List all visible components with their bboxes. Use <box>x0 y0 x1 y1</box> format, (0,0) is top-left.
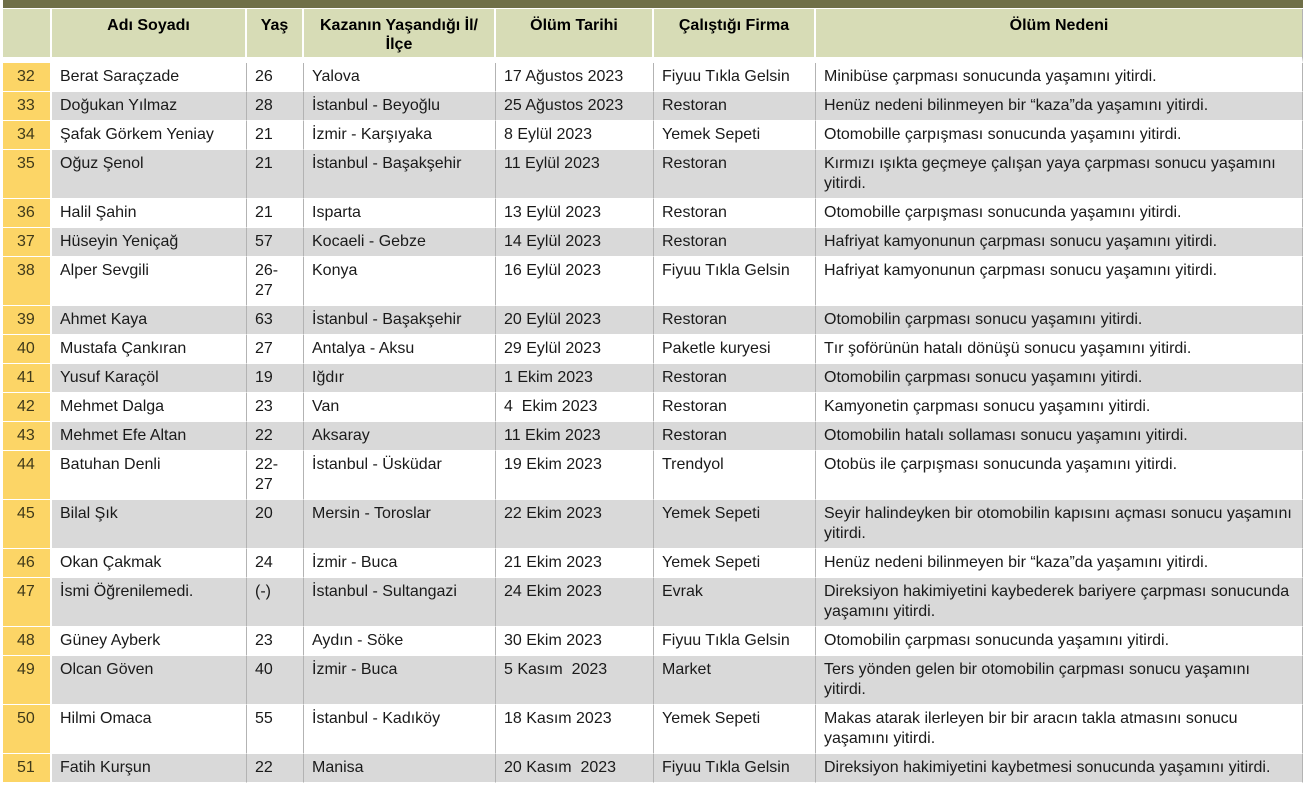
name-cell: Şafak Görkem Yeniay <box>52 121 247 150</box>
row-number-cell: 46 <box>3 549 52 578</box>
death-cause-cell: Ters yönden gelen bir otomobilin çarpması sonucu yaşamını yitirdi. <box>816 656 1303 705</box>
location-cell: İstanbul - Beyoğlu <box>304 92 496 121</box>
table-row <box>3 627 1303 656</box>
death-date-cell: 21 Ekim 2023 <box>496 549 654 578</box>
death-cause-cell: Otomobille çarpışması sonucunda yaşamını yitirdi. <box>816 121 1303 150</box>
name-cell: Olcan Göven <box>52 656 247 705</box>
company-cell: Restoran <box>654 228 816 257</box>
table-row <box>3 393 1303 422</box>
row-number-cell: 38 <box>3 257 52 306</box>
death-date-cell: 20 Eylül 2023 <box>496 306 654 335</box>
row-number-cell: 39 <box>3 306 52 335</box>
death-cause-cell: Otomobilin çarpması sonucunda yaşamını yitirdi. <box>816 627 1303 656</box>
age-cell: 21 <box>247 150 304 199</box>
name-cell: Güney Ayberk <box>52 627 247 656</box>
row-number-cell: 35 <box>3 150 52 199</box>
death-cause-cell: Otomobille çarpışması sonucunda yaşamını yitirdi. <box>816 199 1303 228</box>
death-cause-cell: Kırmızı ışıkta geçmeye çalışan yaya çarpması sonucu yaşamını yitirdi. <box>816 150 1303 199</box>
death-cause-cell: Hafriyat kamyonunun çarpması sonucu yaşamını yitirdi. <box>816 228 1303 257</box>
table-row <box>3 257 1303 306</box>
death-cause-cell: Henüz nedeni bilinmeyen bir “kaza”da yaşamını yitirdi. <box>816 549 1303 578</box>
fatalities-table <box>3 9 1303 783</box>
death-date-cell: 24 Ekim 2023 <box>496 578 654 627</box>
death-date-cell: 19 Ekim 2023 <box>496 451 654 500</box>
company-cell: Restoran <box>654 150 816 199</box>
age-cell: 19 <box>247 364 304 393</box>
name-cell: Hüseyin Yeniçağ <box>52 228 247 257</box>
company-cell: Fiyuu Tıkla Gelsin <box>654 257 816 306</box>
death-date-cell: 4 Ekim 2023 <box>496 393 654 422</box>
company-cell: Restoran <box>654 199 816 228</box>
header-row-number <box>3 9 52 63</box>
age-cell: 21 <box>247 121 304 150</box>
company-cell: Fiyuu Tıkla Gelsin <box>654 627 816 656</box>
location-cell: Isparta <box>304 199 496 228</box>
location-cell: Yalova <box>304 63 496 92</box>
age-cell: 22 <box>247 754 304 783</box>
row-number-cell: 44 <box>3 451 52 500</box>
row-number-cell: 41 <box>3 364 52 393</box>
death-date-cell: 5 Kasım 2023 <box>496 656 654 705</box>
table-row <box>3 335 1303 364</box>
death-date-cell: 29 Eylül 2023 <box>496 335 654 364</box>
row-number-cell: 50 <box>3 705 52 754</box>
location-cell: Aksaray <box>304 422 496 451</box>
row-number-cell: 45 <box>3 500 52 549</box>
table-row <box>3 656 1303 705</box>
death-date-cell: 18 Kasım 2023 <box>496 705 654 754</box>
row-number-cell: 34 <box>3 121 52 150</box>
company-cell: Paketle kuryesi <box>654 335 816 364</box>
age-cell: 24 <box>247 549 304 578</box>
table-row <box>3 63 1303 92</box>
company-cell: Yemek Sepeti <box>654 549 816 578</box>
death-date-cell: 1 Ekim 2023 <box>496 364 654 393</box>
company-cell: Restoran <box>654 422 816 451</box>
death-cause-cell: Seyir halindeyken bir otomobilin kapısını açması sonucu yaşamını yitirdi. <box>816 500 1303 549</box>
table-row <box>3 199 1303 228</box>
location-cell: Iğdır <box>304 364 496 393</box>
name-cell: Bilal Şık <box>52 500 247 549</box>
location-cell: İstanbul - Kadıköy <box>304 705 496 754</box>
age-cell: 22 <box>247 422 304 451</box>
location-cell: İzmir - Karşıyaka <box>304 121 496 150</box>
name-cell: Batuhan Denli <box>52 451 247 500</box>
location-cell: İstanbul - Üsküdar <box>304 451 496 500</box>
name-cell: Oğuz Şenol <box>52 150 247 199</box>
death-cause-cell: Otomobilin hatalı sollaması sonucu yaşamını yitirdi. <box>816 422 1303 451</box>
name-cell: İsmi Öğrenilemedi. <box>52 578 247 627</box>
age-cell: 26 <box>247 63 304 92</box>
company-cell: Fiyuu Tıkla Gelsin <box>654 754 816 783</box>
death-date-cell: 17 Ağustos 2023 <box>496 63 654 92</box>
death-date-cell: 8 Eylül 2023 <box>496 121 654 150</box>
death-cause-cell: Otomobilin çarpması sonucu yaşamını yitirdi. <box>816 364 1303 393</box>
death-cause-cell: Direksiyon hakimiyetini kaybetmesi sonucunda yaşamını yitirdi. <box>816 754 1303 783</box>
row-number-cell: 40 <box>3 335 52 364</box>
header-company: Çalıştığı Firma <box>654 9 816 63</box>
location-cell: Mersin - Toroslar <box>304 500 496 549</box>
table-row <box>3 754 1303 783</box>
death-date-cell: 16 Eylül 2023 <box>496 257 654 306</box>
row-number-cell: 51 <box>3 754 52 783</box>
location-cell: Konya <box>304 257 496 306</box>
company-cell: Restoran <box>654 364 816 393</box>
company-cell: Trendyol <box>654 451 816 500</box>
death-date-cell: 14 Eylül 2023 <box>496 228 654 257</box>
name-cell: Yusuf Karaçöl <box>52 364 247 393</box>
age-cell: 63 <box>247 306 304 335</box>
header-death-date: Ölüm Tarihi <box>496 9 654 63</box>
name-cell: Berat Saraçzade <box>52 63 247 92</box>
row-number-cell: 49 <box>3 656 52 705</box>
company-cell: Evrak <box>654 578 816 627</box>
death-date-cell: 22 Ekim 2023 <box>496 500 654 549</box>
death-date-cell: 11 Ekim 2023 <box>496 422 654 451</box>
death-cause-cell: Tır şoförünün hatalı dönüşü sonucu yaşamını yitirdi. <box>816 335 1303 364</box>
table-row <box>3 422 1303 451</box>
death-cause-cell: Direksiyon hakimiyetini kaybederek bariyere çarpması sonucunda yaşamını yitirdi. <box>816 578 1303 627</box>
table-row <box>3 451 1303 500</box>
row-number-cell: 32 <box>3 63 52 92</box>
table-row <box>3 578 1303 627</box>
header-location: Kazanın Yaşandığı İl/İlçe <box>304 9 496 63</box>
age-cell: 22-27 <box>247 451 304 500</box>
age-cell: 20 <box>247 500 304 549</box>
company-cell: Restoran <box>654 393 816 422</box>
table-row <box>3 150 1303 199</box>
age-cell: 57 <box>247 228 304 257</box>
table-row <box>3 306 1303 335</box>
name-cell: Okan Çakmak <box>52 549 247 578</box>
location-cell: İstanbul - Başakşehir <box>304 306 496 335</box>
row-number-cell: 33 <box>3 92 52 121</box>
table-row <box>3 92 1303 121</box>
location-cell: Van <box>304 393 496 422</box>
location-cell: İzmir - Buca <box>304 656 496 705</box>
age-cell: 40 <box>247 656 304 705</box>
name-cell: Hilmi Omaca <box>52 705 247 754</box>
location-cell: İzmir - Buca <box>304 549 496 578</box>
age-cell: 23 <box>247 393 304 422</box>
name-cell: Doğukan Yılmaz <box>52 92 247 121</box>
location-cell: Aydın - Söke <box>304 627 496 656</box>
company-cell: Yemek Sepeti <box>654 705 816 754</box>
death-cause-cell: Minibüse çarpması sonucunda yaşamını yitirdi. <box>816 63 1303 92</box>
header-death-cause: Ölüm Nedeni <box>816 9 1303 63</box>
location-cell: İstanbul - Başakşehir <box>304 150 496 199</box>
row-number-cell: 43 <box>3 422 52 451</box>
company-cell: Restoran <box>654 92 816 121</box>
table-row <box>3 549 1303 578</box>
age-cell: 21 <box>247 199 304 228</box>
death-date-cell: 30 Ekim 2023 <box>496 627 654 656</box>
death-cause-cell: Kamyonetin çarpması sonucu yaşamını yitirdi. <box>816 393 1303 422</box>
death-date-cell: 13 Eylül 2023 <box>496 199 654 228</box>
age-cell: 26-27 <box>247 257 304 306</box>
name-cell: Mustafa Çankıran <box>52 335 247 364</box>
location-cell: İstanbul - Sultangazi <box>304 578 496 627</box>
table-row <box>3 364 1303 393</box>
name-cell: Alper Sevgili <box>52 257 247 306</box>
row-number-cell: 36 <box>3 199 52 228</box>
table-body <box>3 63 1303 783</box>
death-cause-cell: Otomobilin çarpması sonucu yaşamını yitirdi. <box>816 306 1303 335</box>
company-cell: Restoran <box>654 306 816 335</box>
table-row <box>3 228 1303 257</box>
location-cell: Manisa <box>304 754 496 783</box>
name-cell: Halil Şahin <box>52 199 247 228</box>
row-number-cell: 42 <box>3 393 52 422</box>
death-date-cell: 25 Ağustos 2023 <box>496 92 654 121</box>
row-number-cell: 48 <box>3 627 52 656</box>
name-cell: Mehmet Efe Altan <box>52 422 247 451</box>
row-number-cell: 37 <box>3 228 52 257</box>
death-date-cell: 11 Eylül 2023 <box>496 150 654 199</box>
header-age: Yaş <box>247 9 304 63</box>
company-cell: Yemek Sepeti <box>654 500 816 549</box>
death-cause-cell: Henüz nedeni bilinmeyen bir “kaza”da yaşamını yitirdi. <box>816 92 1303 121</box>
header-name: Adı Soyadı <box>52 9 247 63</box>
row-number-cell: 47 <box>3 578 52 627</box>
death-cause-cell: Makas atarak ilerleyen bir bir aracın takla atmasını sonucu yaşamını yitirdi. <box>816 705 1303 754</box>
table-row <box>3 705 1303 754</box>
death-cause-cell: Hafriyat kamyonunun çarpması sonucu yaşamını yitirdi. <box>816 257 1303 306</box>
table-header <box>3 9 1303 63</box>
top-accent-bar <box>3 0 1303 8</box>
death-date-cell: 20 Kasım 2023 <box>496 754 654 783</box>
name-cell: Mehmet Dalga <box>52 393 247 422</box>
age-cell: 28 <box>247 92 304 121</box>
company-cell: Yemek Sepeti <box>654 121 816 150</box>
age-cell: 27 <box>247 335 304 364</box>
death-cause-cell: Otobüs ile çarpışması sonucunda yaşamını yitirdi. <box>816 451 1303 500</box>
table-row <box>3 500 1303 549</box>
name-cell: Ahmet Kaya <box>52 306 247 335</box>
age-cell: 55 <box>247 705 304 754</box>
company-cell: Market <box>654 656 816 705</box>
company-cell: Fiyuu Tıkla Gelsin <box>654 63 816 92</box>
location-cell: Kocaeli - Gebze <box>304 228 496 257</box>
age-cell: 23 <box>247 627 304 656</box>
name-cell: Fatih Kurşun <box>52 754 247 783</box>
age-cell: (-) <box>247 578 304 627</box>
table-row <box>3 121 1303 150</box>
header-row <box>3 9 1303 63</box>
location-cell: Antalya - Aksu <box>304 335 496 364</box>
